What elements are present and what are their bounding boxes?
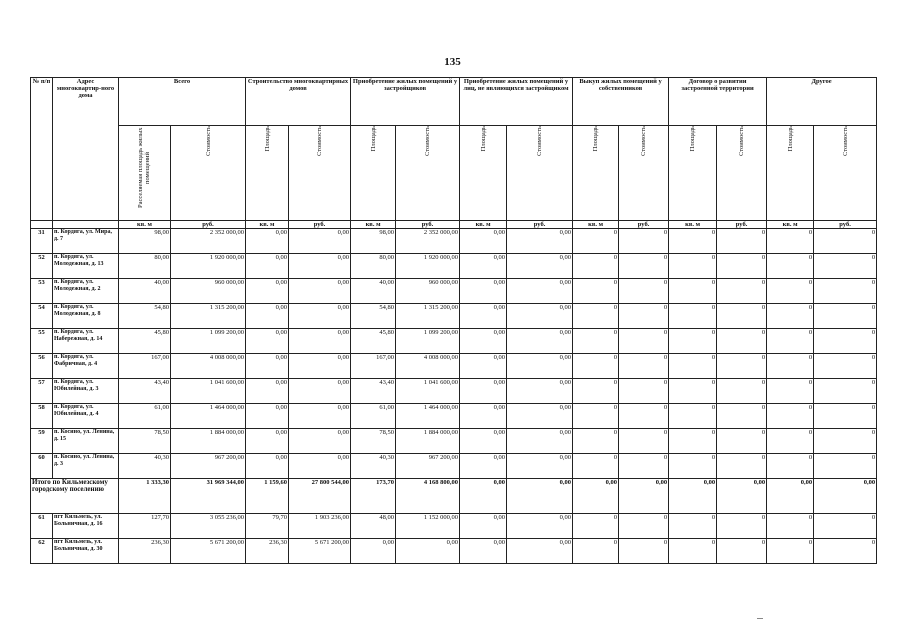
cell-value: 0,00 xyxy=(460,404,507,429)
unit-rub: руб. xyxy=(717,221,767,229)
unit-rub: руб. xyxy=(171,221,246,229)
cell-value: 0,00 xyxy=(289,254,351,279)
cell-value: 1 315 200,00 xyxy=(171,304,246,329)
total-value: 0,00 xyxy=(507,479,573,514)
header-cost: Стоимость xyxy=(171,126,246,221)
total-value: 0,00 xyxy=(717,479,767,514)
cell-value: 4 008 000,00 xyxy=(396,354,460,379)
cell-value: 960 000,00 xyxy=(396,279,460,304)
cell-value: 0 xyxy=(619,514,669,539)
cell-value: 43,40 xyxy=(351,379,396,404)
cell-value: 0 xyxy=(767,514,814,539)
cell-value: 0,00 xyxy=(460,514,507,539)
cell-value: 0 xyxy=(767,329,814,354)
header-cost: Стоимость xyxy=(396,126,460,221)
cell-value: 0 xyxy=(717,454,767,479)
total-label: Итого по Кильмезскому городскому поселению xyxy=(31,479,119,514)
cell-value: 0 xyxy=(573,354,619,379)
cell-value: 0,00 xyxy=(460,279,507,304)
cell-value: 0,00 xyxy=(289,429,351,454)
row-address: п. Кордяга, ул. Молодежная, д. 8 xyxy=(53,304,119,329)
unit-rub: руб. xyxy=(289,221,351,229)
cell-value: 0,00 xyxy=(460,429,507,454)
cell-value: 0 xyxy=(619,304,669,329)
cell-value: 0 xyxy=(717,279,767,304)
cell-value: 0,00 xyxy=(507,304,573,329)
cell-value: 80,00 xyxy=(119,254,171,279)
unit-rub: руб. xyxy=(507,221,573,229)
cell-value: 0 xyxy=(669,329,717,354)
cell-value: 0 xyxy=(767,279,814,304)
cell-value: 960 000,00 xyxy=(171,279,246,304)
unit-area: кв. м xyxy=(669,221,717,229)
header-group-buyout: Выкуп жилых помещений у собственников xyxy=(573,78,669,126)
table-row xyxy=(31,279,877,304)
cell-value: 0 xyxy=(573,304,619,329)
cell-value: 0 xyxy=(619,454,669,479)
cell-value: 0 xyxy=(767,429,814,454)
cell-value: 61,00 xyxy=(119,404,171,429)
cell-value: 0 xyxy=(814,354,877,379)
row-number: 62 xyxy=(31,539,53,564)
cell-value: 0 xyxy=(814,279,877,304)
cell-value: 0 xyxy=(573,539,619,564)
cell-value: 0,00 xyxy=(507,229,573,254)
page-number: 135 xyxy=(444,56,461,68)
cell-value: 0,00 xyxy=(289,404,351,429)
table-row xyxy=(31,404,877,429)
cell-value: 0 xyxy=(717,254,767,279)
header-group-development: Договор о развитии застроенной территории xyxy=(669,78,767,126)
cell-value: 0,00 xyxy=(507,254,573,279)
cell-value: 0,00 xyxy=(246,279,289,304)
cell-value: 0,00 xyxy=(246,379,289,404)
cell-value: 0 xyxy=(619,254,669,279)
cell-value: 0 xyxy=(573,404,619,429)
cell-value: 0,00 xyxy=(246,304,289,329)
row-address: пгт Кильмезь, ул. Больничная, д. 30 xyxy=(53,539,119,564)
table-row xyxy=(31,354,877,379)
header-num: № п/п xyxy=(31,78,53,221)
units-row xyxy=(31,221,877,229)
cell-value: 0 xyxy=(669,379,717,404)
cell-value: 0 xyxy=(717,514,767,539)
row-number: 56 xyxy=(31,354,53,379)
cell-value: 0 xyxy=(573,429,619,454)
housing-table xyxy=(30,77,877,564)
cell-value: 0,00 xyxy=(507,354,573,379)
cell-value: 0 xyxy=(767,454,814,479)
cell-value: 1 920 000,00 xyxy=(171,254,246,279)
cell-value: 967 200,00 xyxy=(396,454,460,479)
total-value: 0,00 xyxy=(669,479,717,514)
cell-value: 0,00 xyxy=(396,539,460,564)
cell-value: 0,00 xyxy=(289,354,351,379)
total-value: 27 800 544,00 xyxy=(289,479,351,514)
row-number: 52 xyxy=(31,254,53,279)
unit-area: кв. м xyxy=(246,221,289,229)
cell-value: 0,00 xyxy=(246,429,289,454)
cell-value: 1 041 600,00 xyxy=(171,379,246,404)
cell-value: 1 464 000,00 xyxy=(171,404,246,429)
unit-area: кв. м xyxy=(573,221,619,229)
table-row xyxy=(31,454,877,479)
unit-area: кв. м xyxy=(119,221,171,229)
cell-value: 0 xyxy=(814,329,877,354)
table-row xyxy=(31,514,877,539)
cell-value: 61,00 xyxy=(351,404,396,429)
cell-value: 3 055 236,00 xyxy=(171,514,246,539)
table-row xyxy=(31,229,877,254)
cell-value: 0 xyxy=(573,254,619,279)
cell-value: 40,30 xyxy=(351,454,396,479)
cell-value: 0 xyxy=(814,514,877,539)
cell-value: 0 xyxy=(669,279,717,304)
cell-value: 0 xyxy=(767,304,814,329)
cell-value: 0,00 xyxy=(246,404,289,429)
cell-value: 0,00 xyxy=(351,539,396,564)
cell-value: 0,00 xyxy=(289,454,351,479)
row-number: 53 xyxy=(31,279,53,304)
total-value: 4 168 800,00 xyxy=(396,479,460,514)
cell-value: 0,00 xyxy=(460,539,507,564)
cell-value: 4 008 000,00 xyxy=(171,354,246,379)
cell-value: 1 903 236,00 xyxy=(289,514,351,539)
row-address: п. Кордяга, ул. Набережная, д. 14 xyxy=(53,329,119,354)
cell-value: 0,00 xyxy=(460,354,507,379)
total-value: 0,00 xyxy=(814,479,877,514)
header-area: Площадь xyxy=(460,126,507,221)
cell-value: 2 352 000,00 xyxy=(171,229,246,254)
cell-value: 0 xyxy=(814,254,877,279)
total-value: 1 333,30 xyxy=(119,479,171,514)
cell-value: 0,00 xyxy=(246,254,289,279)
unit-area: кв. м xyxy=(767,221,814,229)
header-cost: Стоимость xyxy=(717,126,767,221)
cell-value: 0 xyxy=(767,539,814,564)
header-group-purchase-others: Приобретение жилых помещений у лиц, не являющихся застройщиком xyxy=(460,78,573,126)
cell-value: 0 xyxy=(619,354,669,379)
cell-value: 78,50 xyxy=(351,429,396,454)
cell-value: 0,00 xyxy=(507,429,573,454)
total-value: 0,00 xyxy=(619,479,669,514)
cell-value: 5 671 200,00 xyxy=(289,539,351,564)
header-address: Адрес многоквартир-ного дома xyxy=(53,78,119,221)
row-number: 57 xyxy=(31,379,53,404)
cell-value: 0 xyxy=(669,254,717,279)
cell-value: 1 041 600,00 xyxy=(396,379,460,404)
cell-value: 967 200,00 xyxy=(171,454,246,479)
cell-value: 80,00 xyxy=(351,254,396,279)
cell-value: 98,00 xyxy=(351,229,396,254)
header-row-columns xyxy=(31,126,877,221)
cell-value: 40,00 xyxy=(351,279,396,304)
cell-value: 0 xyxy=(619,539,669,564)
row-number: 60 xyxy=(31,454,53,479)
row-address: п. Кордяга, ул. Юбилейная, д. 4 xyxy=(53,404,119,429)
cell-value: 0 xyxy=(573,454,619,479)
total-row xyxy=(31,479,877,514)
row-number: 31 xyxy=(31,229,53,254)
header-cost: Стоимость xyxy=(289,126,351,221)
cell-value: 0,00 xyxy=(460,254,507,279)
cell-value: 1 920 000,00 xyxy=(396,254,460,279)
cell-value: 0,00 xyxy=(460,329,507,354)
scan-mark xyxy=(757,618,763,619)
cell-value: 0 xyxy=(767,379,814,404)
cell-value: 0 xyxy=(717,404,767,429)
unit-rub: руб. xyxy=(396,221,460,229)
cell-value: 236,30 xyxy=(119,539,171,564)
cell-value: 0 xyxy=(669,539,717,564)
cell-value: 43,40 xyxy=(119,379,171,404)
cell-value: 0 xyxy=(717,539,767,564)
cell-value: 1 464 000,00 xyxy=(396,404,460,429)
cell-value: 0,00 xyxy=(246,229,289,254)
header-cost: Стоимость xyxy=(814,126,877,221)
cell-value: 0,00 xyxy=(289,329,351,354)
cell-value: 0 xyxy=(717,379,767,404)
row-address: п. Кордяга, ул. Юбилейная, д. 3 xyxy=(53,379,119,404)
cell-value: 0 xyxy=(717,304,767,329)
cell-value: 0 xyxy=(717,229,767,254)
cell-value: 40,00 xyxy=(119,279,171,304)
cell-value: 0,00 xyxy=(460,454,507,479)
cell-value: 236,30 xyxy=(246,539,289,564)
cell-value: 0,00 xyxy=(246,454,289,479)
cell-value: 48,00 xyxy=(351,514,396,539)
cell-value: 0 xyxy=(573,379,619,404)
header-area: Площадь xyxy=(246,126,289,221)
cell-value: 0,00 xyxy=(507,514,573,539)
cell-value: 2 352 000,00 xyxy=(396,229,460,254)
cell-value: 0 xyxy=(573,229,619,254)
header-group-construction: Строительство многоквартирных домов xyxy=(246,78,351,126)
cell-value: 5 671 200,00 xyxy=(171,539,246,564)
total-value: 0,00 xyxy=(573,479,619,514)
table-row xyxy=(31,329,877,354)
cell-value: 54,80 xyxy=(119,304,171,329)
total-value: 1 159,60 xyxy=(246,479,289,514)
unit-area: кв. м xyxy=(460,221,507,229)
table-row xyxy=(31,429,877,454)
cell-value: 0 xyxy=(619,329,669,354)
cell-value: 0 xyxy=(814,454,877,479)
row-number: 58 xyxy=(31,404,53,429)
cell-value: 167,00 xyxy=(351,354,396,379)
cell-value: 0,00 xyxy=(289,379,351,404)
header-area: Площадь xyxy=(767,126,814,221)
cell-value: 0,00 xyxy=(289,229,351,254)
total-value: 0,00 xyxy=(460,479,507,514)
cell-value: 0 xyxy=(573,514,619,539)
cell-value: 0 xyxy=(814,404,877,429)
header-area: Площадь xyxy=(573,126,619,221)
cell-value: 0 xyxy=(814,429,877,454)
row-address: п. Кордяга, ул. Молодежная, д. 2 xyxy=(53,279,119,304)
cell-value: 0,00 xyxy=(246,354,289,379)
header-area-total: Расселяемая площадь жилых помещений xyxy=(119,126,171,221)
cell-value: 0,00 xyxy=(507,329,573,354)
cell-value: 0,00 xyxy=(289,304,351,329)
table-row xyxy=(31,254,877,279)
cell-value: 0,00 xyxy=(246,329,289,354)
header-cost: Стоимость xyxy=(619,126,669,221)
cell-value: 0 xyxy=(814,539,877,564)
cell-value: 1 099 200,00 xyxy=(171,329,246,354)
row-address: п. Кордяга, ул. Мира, д. 7 xyxy=(53,229,119,254)
header-area: Площадь xyxy=(669,126,717,221)
cell-value: 0 xyxy=(767,229,814,254)
cell-value: 0 xyxy=(619,404,669,429)
cell-value: 79,70 xyxy=(246,514,289,539)
header-group-other: Другое xyxy=(767,78,877,126)
row-address: п. Кордяга, ул. Молодежная, д. 13 xyxy=(53,254,119,279)
cell-value: 1 884 000,00 xyxy=(171,429,246,454)
cell-value: 0 xyxy=(669,404,717,429)
row-number: 54 xyxy=(31,304,53,329)
cell-value: 0 xyxy=(619,279,669,304)
cell-value: 0 xyxy=(767,404,814,429)
cell-value: 45,80 xyxy=(351,329,396,354)
cell-value: 167,00 xyxy=(119,354,171,379)
row-address: п. Косино, ул. Ленина, д. 3 xyxy=(53,454,119,479)
cell-value: 0,00 xyxy=(460,229,507,254)
cell-value: 98,00 xyxy=(119,229,171,254)
cell-value: 0,00 xyxy=(507,379,573,404)
unit-rub: руб. xyxy=(814,221,877,229)
cell-value: 45,80 xyxy=(119,329,171,354)
cell-value: 0 xyxy=(669,354,717,379)
cell-value: 0 xyxy=(717,354,767,379)
cell-value: 0 xyxy=(717,429,767,454)
header-group-purchase-developers: Приобретение жилых помещений у застройщиков xyxy=(351,78,460,126)
cell-value: 0,00 xyxy=(460,379,507,404)
header-cost: Стоимость xyxy=(507,126,573,221)
cell-value: 54,80 xyxy=(351,304,396,329)
cell-value: 40,30 xyxy=(119,454,171,479)
cell-value: 0,00 xyxy=(507,454,573,479)
cell-value: 0 xyxy=(619,429,669,454)
cell-value: 0 xyxy=(669,304,717,329)
cell-value: 0,00 xyxy=(507,404,573,429)
cell-value: 0 xyxy=(814,229,877,254)
row-number: 59 xyxy=(31,429,53,454)
cell-value: 0 xyxy=(619,229,669,254)
cell-value: 0 xyxy=(669,514,717,539)
cell-value: 0 xyxy=(573,279,619,304)
table-row xyxy=(31,539,877,564)
cell-value: 0 xyxy=(717,329,767,354)
cell-value: 0 xyxy=(814,379,877,404)
table-row xyxy=(31,304,877,329)
unit-rub: руб. xyxy=(619,221,669,229)
total-value: 0,00 xyxy=(767,479,814,514)
row-address: п. Кордяга, ул. Фабричная, д. 4 xyxy=(53,354,119,379)
cell-value: 1 884 000,00 xyxy=(396,429,460,454)
unit-area: кв. м xyxy=(351,221,396,229)
cell-value: 0 xyxy=(573,329,619,354)
cell-value: 0 xyxy=(814,304,877,329)
row-address: п. Косино, ул. Ленина, д. 15 xyxy=(53,429,119,454)
header-group-total: Всего xyxy=(119,78,246,126)
table-row xyxy=(31,379,877,404)
cell-value: 0 xyxy=(619,379,669,404)
cell-value: 0,00 xyxy=(507,279,573,304)
cell-value: 1 315 200,00 xyxy=(396,304,460,329)
cell-value: 0,00 xyxy=(507,539,573,564)
row-number: 61 xyxy=(31,514,53,539)
cell-value: 0 xyxy=(669,429,717,454)
total-value: 31 969 344,00 xyxy=(171,479,246,514)
header-row-groups xyxy=(31,78,877,126)
row-number: 55 xyxy=(31,329,53,354)
total-value: 173,70 xyxy=(351,479,396,514)
cell-value: 0 xyxy=(767,254,814,279)
cell-value: 0,00 xyxy=(289,279,351,304)
cell-value: 1 152 000,00 xyxy=(396,514,460,539)
cell-value: 78,50 xyxy=(119,429,171,454)
cell-value: 1 099 200,00 xyxy=(396,329,460,354)
cell-value: 127,70 xyxy=(119,514,171,539)
row-address: пгт Кильмезь, ул. Больничная, д. 16 xyxy=(53,514,119,539)
cell-value: 0 xyxy=(669,229,717,254)
header-area: Площадь xyxy=(351,126,396,221)
cell-value: 0 xyxy=(669,454,717,479)
cell-value: 0,00 xyxy=(460,304,507,329)
cell-value: 0 xyxy=(767,354,814,379)
